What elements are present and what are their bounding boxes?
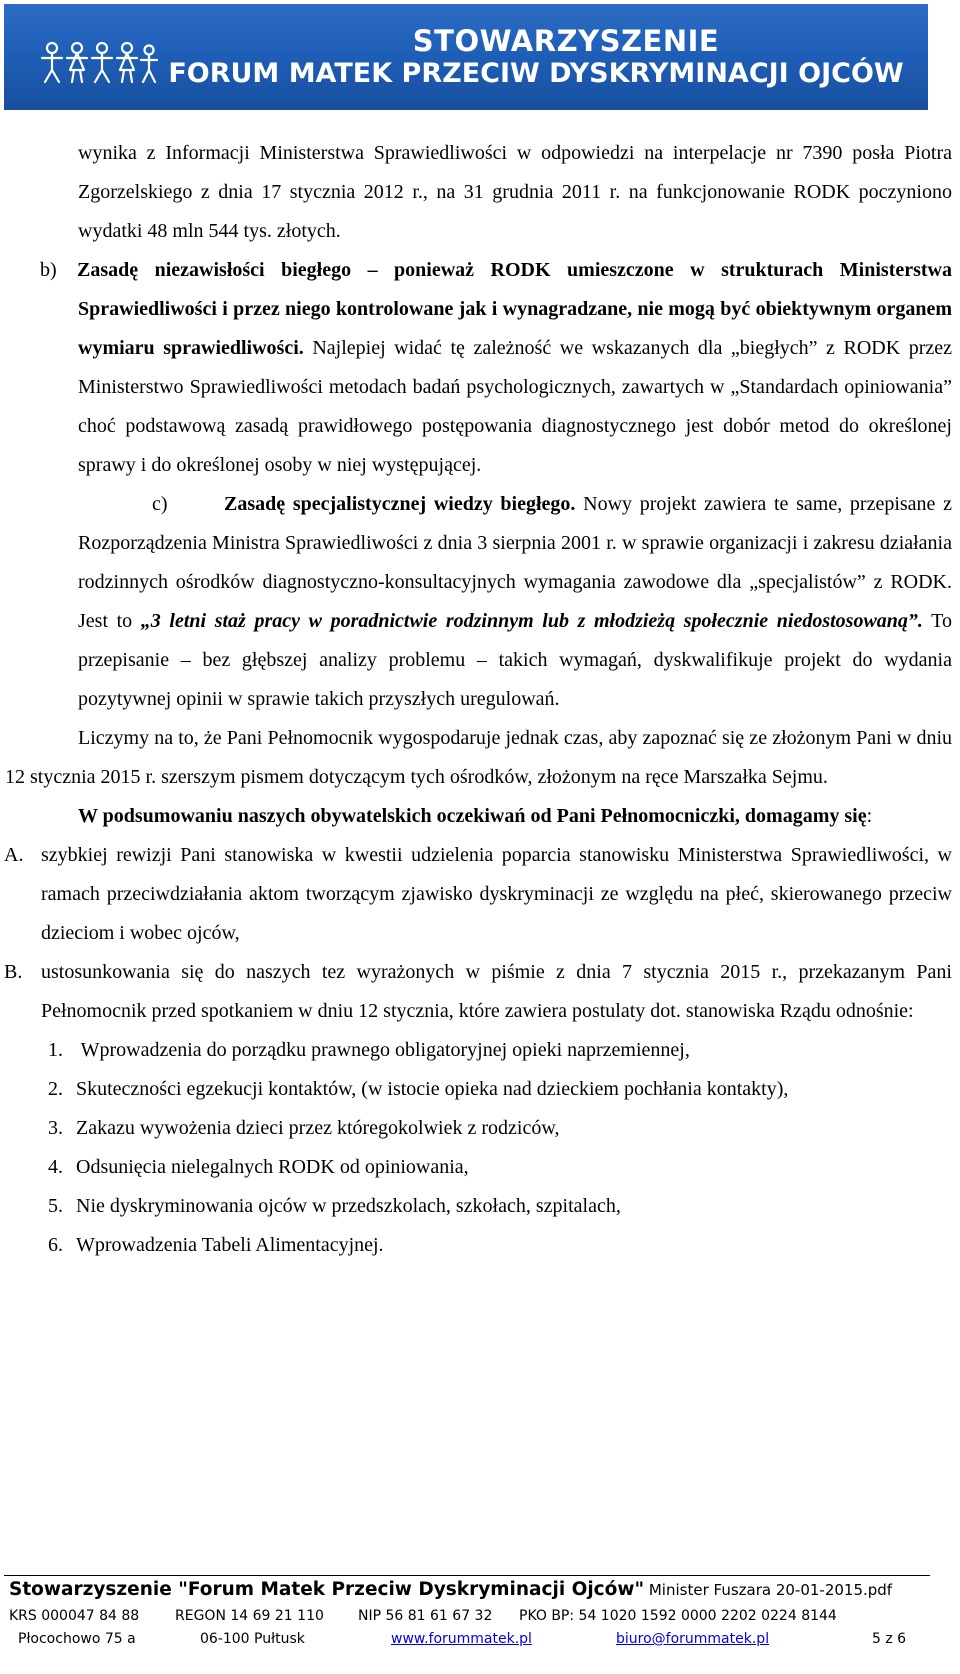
demand-a bbox=[0, 836, 960, 953]
header-title-line1: STOWARZYSZENIE bbox=[412, 24, 720, 58]
list-item: 1. Wprowadzenia do porządku prawnego obligatoryjnej opieki naprzemiennej, bbox=[48, 1039, 690, 1061]
footer-postal: 06-100 Pułtusk bbox=[200, 1631, 305, 1647]
paragraph-b bbox=[0, 251, 960, 485]
demand-b bbox=[0, 953, 960, 1031]
footer-website-link[interactable]: www.forummatek.pl bbox=[391, 1631, 532, 1647]
postulates-list bbox=[0, 1031, 960, 1265]
demand-a-label: A. bbox=[4, 844, 24, 866]
footer-divider bbox=[4, 1575, 930, 1576]
item-c-heading: Zasadę specjalistycznej wiedzy biegłego. bbox=[224, 493, 576, 515]
item-b-text: Najlepiej widać tę zależność we wskazanych dla „biegłych” z RODK przez Ministerstwo Sprawiedliwości metodach badań psychologicznych, zawartych w „Standardach opiniowania” choć podstawową zasadą prawidłowego postępowania diagnostycznego jest dobór metod do określonej sprawy i do określonej osoby w niej występującej. bbox=[78, 337, 952, 476]
summary-colon: : bbox=[866, 805, 873, 827]
footer-page-number: 5 z 6 bbox=[872, 1631, 907, 1647]
item-c-quote: „3 letni staż pracy w poradnictwie rodzinnym lub z młodzieżą społecznie niedostosowaną”. bbox=[140, 610, 923, 632]
paragraph-liczymy: Liczymy na to, że Pani Pełnomocnik wygospodaruje jednak czas, aby zapoznać się ze złożonym Pani w dniu 12 stycznia 2015 r. szerszym pismem dotyczącym tych ośrodków, złożonym na ręce Marszałka Sejmu. bbox=[5, 727, 952, 788]
demand-b-label: B. bbox=[4, 961, 23, 983]
footer-org-line bbox=[9, 1579, 892, 1600]
item-b-label: b) bbox=[40, 259, 57, 281]
item-c-text-2: To przepisanie – bez głębszej analizy problemu – takich wymagań, dyskwalifikuje projekt do wydania pozytywnej opinii w sprawie takich przyszłych uregulowań. bbox=[78, 610, 952, 710]
header-banner bbox=[4, 4, 928, 110]
footer-address: Płocochowo 75 a bbox=[18, 1631, 136, 1647]
list-item: 6. Wprowadzenia Tabeli Alimentacyjnej. bbox=[48, 1234, 384, 1256]
paragraph-intro: wynika z Informacji Ministerstwa Sprawiedliwości w odpowiedzi na interpelacje nr 7390 posła Piotra Zgorzelskiego z dnia 17 stycznia 2012 r., na 31 grudnia 2011 r. na funkcjonowanie RODK poczyniono wydatki 48 mln 544 tys. złotych. bbox=[78, 142, 952, 242]
list-item: 4. Odsunięcia nielegalnych RODK od opiniowania, bbox=[48, 1156, 469, 1178]
list-item: 3. Zakazu wywożenia dzieci przez któregokolwiek z rodziców, bbox=[48, 1117, 560, 1139]
footer-krs: KRS 000047 84 88 bbox=[9, 1608, 140, 1624]
paragraph-summary bbox=[0, 797, 960, 836]
family-figures-logo-icon bbox=[40, 40, 158, 86]
summary-heading: W podsumowaniu naszych obywatelskich oczekiwań od Pani Pełnomocniczki, domagamy się bbox=[78, 805, 867, 827]
header-title-line2: FORUM MATEK PRZECIW DYSKRYMINACJI OJCÓW bbox=[168, 58, 904, 89]
footer-email-link[interactable]: biuro@forummatek.pl bbox=[616, 1631, 770, 1647]
list-item: 2. Skuteczności egzekucji kontaktów, (w istocie opieka nad dzieckiem pochłania kontakty), bbox=[48, 1078, 789, 1100]
item-c-label: c) bbox=[152, 493, 168, 515]
document-body bbox=[0, 134, 960, 1265]
demand-b-text: ustosunkowania się do naszych tez wyrażonych w piśmie z dnia 7 stycznia 2015 r., przekazanym Pani Pełnomocnik przed spotkaniem w dniu 12 stycznia, które zawiera postulaty dot. stanowiska Rządu odnośnie: bbox=[41, 961, 952, 1022]
paragraph-c bbox=[0, 485, 960, 719]
footer-doc-name: Minister Fuszara 20-01-2015.pdf bbox=[644, 1581, 893, 1599]
item-b-heading: Zasadę niezawisłości biegłego – ponieważ RODK umieszczone w strukturach Ministerstwa Sprawiedliwości i przez niego kontrolowane jak i wynagradzane, nie mogą być obiektywnym organem wymiaru sprawiedliwości. bbox=[77, 259, 952, 359]
footer-regon: REGON 14 69 21 110 bbox=[175, 1608, 324, 1624]
footer-bank-account: PKO BP: 54 1020 1592 0000 2202 0224 8144 bbox=[519, 1608, 837, 1624]
item-c-text-1: Nowy projekt zawiera te same, przepisane z Rozporządzenia Ministra Sprawiedliwości z dnia 3 sierpnia 2001 r. w sprawie organizacji i zakresu działania rodzinnych ośrodków diagnostyczno-konsultacyjnych wymagania zawodowe dla „specjalistów” z RODK. Jest to bbox=[78, 493, 953, 632]
footer-org-name: Stowarzyszenie "Forum Matek Przeciw Dyskryminacji Ojców" bbox=[9, 1579, 645, 1600]
demand-a-text: szybkiej rewizji Pani stanowiska w kwestii udzielenia poparcia stanowisku Ministerstwa Sprawiedliwości, w ramach przeciwdziałania aktom tworzącym zjawisko dyskryminacji ze względu na płeć, skierowanego przeciw dzieciom i wobec ojców, bbox=[41, 844, 952, 944]
footer-nip: NIP 56 81 61 67 32 bbox=[358, 1608, 493, 1624]
list-item: 5. Nie dyskryminowania ojców w przedszkolach, szkołach, szpitalach, bbox=[48, 1195, 621, 1217]
